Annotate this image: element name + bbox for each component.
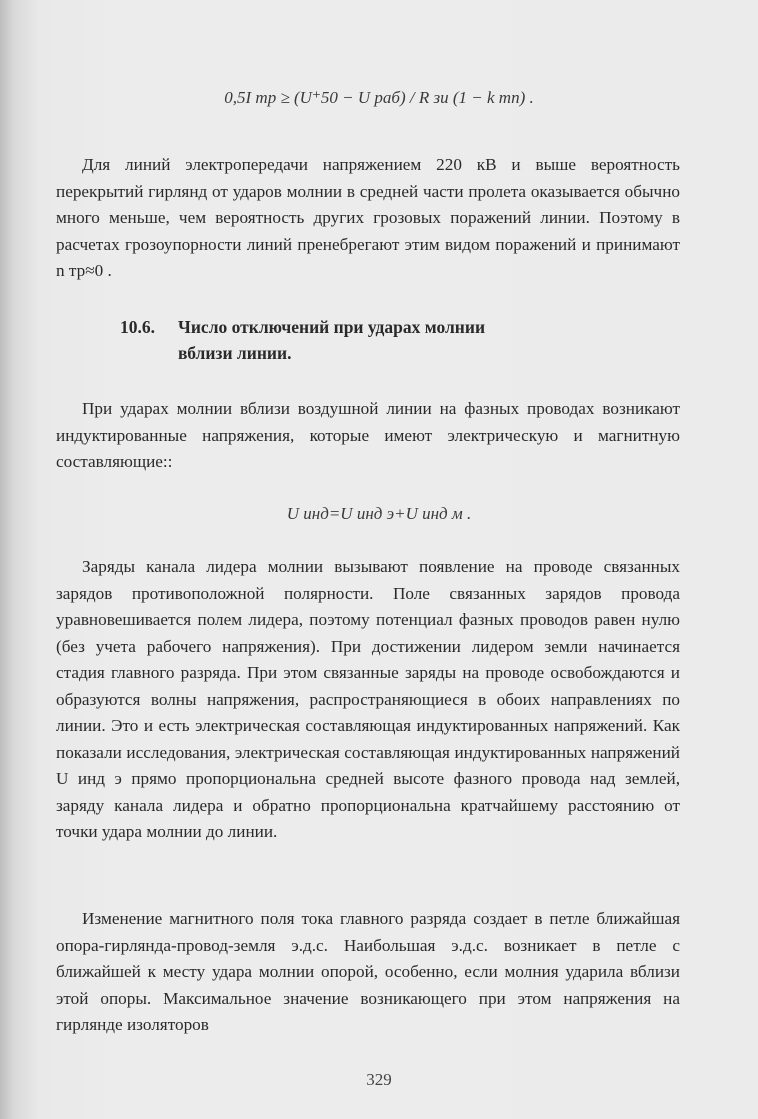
- paragraph-2-text: При ударах молнии вблизи воздушной линии на фазных проводах возникают индуктированные напряжения, которые имеют электрическую и магнитную составляющие::: [56, 399, 680, 471]
- formula-middle: U инд=U инд э+U инд м .: [286, 504, 472, 523]
- section-title: [178, 314, 618, 366]
- paragraph-1-text: Для линий электропередачи напряжением 220 кВ и выше вероятность перекрытий гирлянд от ударов молнии в средней части пролета оказывается обычно много меньше, чем вероятность других грозовых поражений линии. Поэтому в расчетах грозоупорности линий пренебрегают этим видом поражений и принимают n тр≈0 .: [56, 155, 680, 280]
- paragraph-2: [56, 396, 680, 476]
- section-title-line-1: Число отключений при ударах молнии: [178, 317, 486, 337]
- section-number: 10.6.: [120, 317, 155, 337]
- page-number: 329: [366, 1070, 392, 1089]
- paragraph-4-text: Изменение магнитного поля тока главного разряда создает в петле ближайшая опора-гирлянда-провод-земля э.д.с. Наибольшая э.д.с. возникает в петле с ближайшей к месту удара молнии опорой, особенно, если молния ударила вблизи этой опоры. Максимальное значение возникающего при этом напряжения на гирлянде изоляторов: [56, 909, 680, 1034]
- section-title-line-2: вблизи линии.: [178, 343, 292, 363]
- paragraph-1: [56, 152, 680, 285]
- formula-top: 0,5I тр ≥ (U⁺50 − U раб) / R зи (1 − k тп) .: [224, 88, 534, 107]
- paragraph-3: [56, 554, 680, 846]
- paragraph-3-text: Заряды канала лидера молнии вызывают появление на проводе связанных зарядов противоположной полярности. Поле связанных зарядов провода уравновешивается полем лидера, поэтому потенциал фазных проводов равен нулю (без учета рабочего напряжения). При достижении лидером земли начинается стадия главного разряда. При этом связанные заряды на проводе освобождаются и образуются волны напряжения, распространяющиеся в обоих направлениях по линии. Это и есть электрическая составляющая индуктированных напряжений. Как показали исследования, электрическая составляющая индуктированных напряжений U инд э прямо пропорциональна средней высоте фазного провода над землей, заряду канала лидера и обратно пропорциональна кратчайшему расстоянию от точки удара молнии до линии.: [56, 557, 680, 841]
- paragraph-4: [56, 906, 680, 1039]
